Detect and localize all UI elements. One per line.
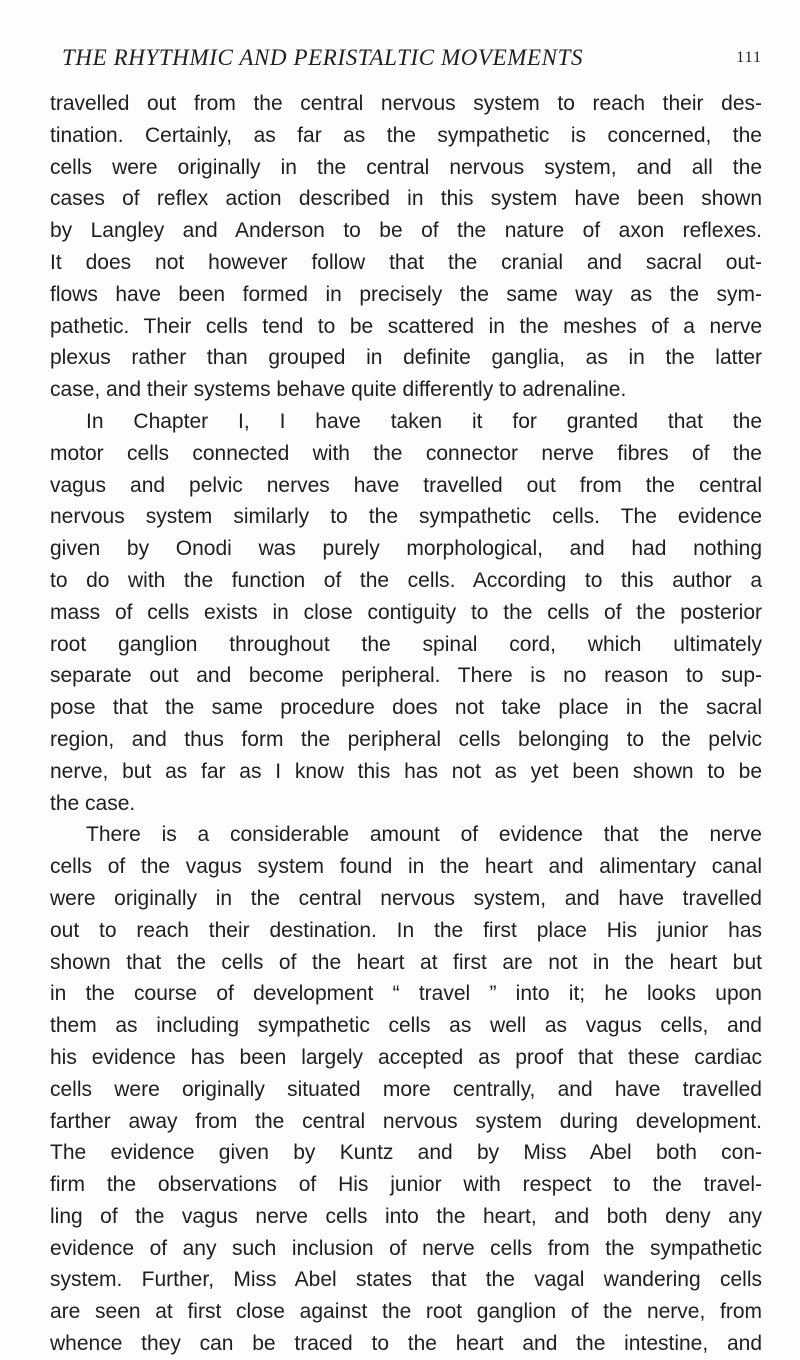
text-line: The evidence given by Kuntz and by Miss Abel both con- xyxy=(50,1141,762,1165)
text-line: cases of reflex action described in this system have been shown xyxy=(50,187,762,211)
text-line: There is a considerable amount of evidence that the nerve xyxy=(86,823,762,847)
text-line: are seen at first close against the root ganglion of the nerve, from xyxy=(50,1300,762,1324)
text-line: nervous system similarly to the sympathetic cells. The evidence xyxy=(50,505,762,529)
text-line: system. Further, Miss Abel states that the vagal wandering cells xyxy=(50,1268,762,1292)
text-line: given by Onodi was purely morphological, and had nothing xyxy=(50,537,762,561)
text-line: the case. xyxy=(50,791,136,815)
text-line: evidence of any such inclusion of nerve cells from the sympathetic xyxy=(50,1236,762,1260)
book-page xyxy=(50,40,762,1360)
text-line: case, and their systems behave quite differently to adrenaline. xyxy=(50,378,627,402)
text-line: them as including sympathetic cells as well as vagus cells, and xyxy=(50,1014,762,1038)
text-line: shown that the cells of the heart at first are not in the heart but xyxy=(50,950,762,974)
text-line: tination. Certainly, as far as the sympathetic is concerned, the xyxy=(50,123,762,147)
text-line: out to reach their destination. In the first place His junior has xyxy=(50,918,762,942)
text-line: mass of cells exists in close contiguity to the cells of the posterior xyxy=(50,600,762,624)
text-line: root ganglion throughout the spinal cord, which ultimately xyxy=(50,632,762,656)
text-line: his evidence has been largely accepted as proof that these cardiac xyxy=(50,1045,762,1069)
text-line: region, and thus form the peripheral cells belonging to the pelvic xyxy=(50,727,762,751)
text-line: cells were originally situated more centrally, and have travelled xyxy=(50,1077,762,1101)
text-line: flows have been formed in precisely the same way as the sym- xyxy=(50,282,762,306)
text-line: farther away from the central nervous system during development. xyxy=(50,1109,762,1133)
text-line: cells were originally in the central nervous system, and all the xyxy=(50,155,762,179)
text-line: travelled out from the central nervous system to reach their des- xyxy=(50,92,762,115)
text-line: cells of the vagus system found in the heart and alimentary canal xyxy=(50,855,762,879)
text-line: firm the observations of His junior with respect to the travel- xyxy=(50,1173,762,1197)
text-line: vagus and pelvic nerves have travelled out from the central xyxy=(50,473,762,497)
text-line: by Langley and Anderson to be of the nature of axon reflexes. xyxy=(50,219,762,243)
text-line: pathetic. Their cells tend to be scattered in the meshes of a nerve xyxy=(50,314,762,338)
text-line: pose that the same procedure does not take place in the sacral xyxy=(50,696,762,720)
text-line: motor cells connected with the connector nerve fibres of the xyxy=(50,441,762,465)
text-line: to do with the function of the cells. According to this author a xyxy=(50,568,762,592)
text-line: separate out and become peripheral. There is no reason to sup- xyxy=(50,664,762,688)
text-line: It does not however follow that the cranial and sacral out- xyxy=(50,250,762,274)
page-number: 111 xyxy=(736,49,762,66)
text-line: In Chapter I, I have taken it for granted that the xyxy=(86,409,762,433)
text-line: whence they can be traced to the heart and the intestine, and xyxy=(50,1332,762,1356)
page-header xyxy=(50,40,762,76)
running-title: THE RHYTHMIC AND PERISTALTIC MOVEMENTS xyxy=(62,45,584,70)
text-line: ling of the vagus nerve cells into the heart, and both deny any xyxy=(50,1204,762,1228)
text-line: plexus rather than grouped in definite ganglia, as in the latter xyxy=(50,346,762,370)
text-line: were originally in the central nervous system, and have travelled xyxy=(50,886,762,910)
body-text xyxy=(50,88,762,1360)
text-line: nerve, but as far as I know this has not as yet been shown to be xyxy=(50,759,762,783)
text-line: in the course of development “ travel ” into it; he looks upon xyxy=(50,982,762,1006)
